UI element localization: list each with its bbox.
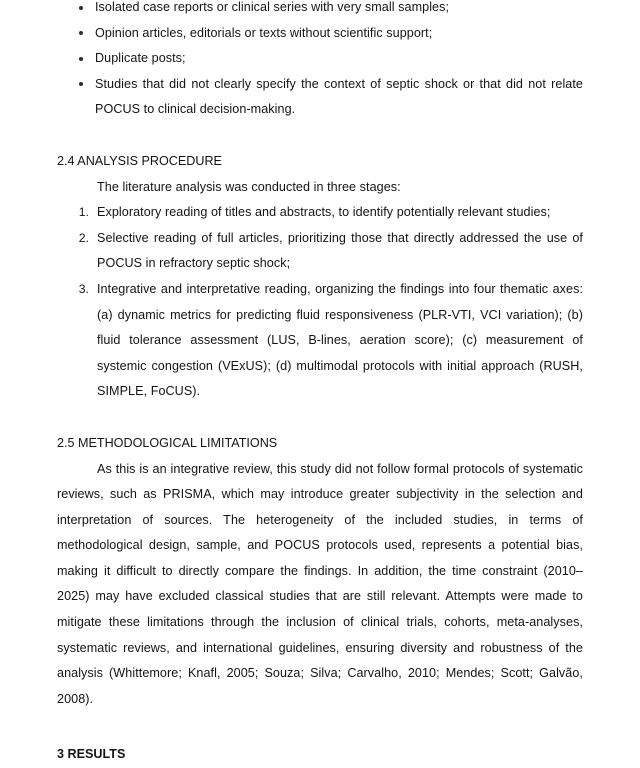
list-item-text: Integrative and interpretative reading, organizing the findings into four thematic axes:	[97, 281, 583, 296]
list-item-marker: 3.	[78, 281, 89, 296]
list-item-text: Selective reading of full articles, prioritizing those that directly addressed the use of POCUS in refractory septic shock;	[97, 230, 583, 271]
list-item-marker: 1.	[78, 205, 89, 220]
section-2-5-paragraph: As this is an integrative review, this study did not follow formal protocols of systematic reviews, such as PRISMA, which may introduce greater subjectivity in the selection and interpretation of sources. The heterogeneity of the included studies, in terms of methodological design, sample, and POCUS protocols used, represents a potential bias, making it difficult to directly compare the findings. In addition, the time constraint (2010–2025) may have excluded classical studies that are still relevant. Attempts were made to mitigate these limitations through the inclusion of clinical trials, cohorts, meta-analyses, systematic reviews, and international guidelines, ensuring diversity and robustness of the analysis (Whittemore; Knafl, 2005; Souza; Silva; Carvalho, 2010; Mendes; Scott; Galvão, 2008).	[57, 461, 583, 706]
list-item	[57, 277, 583, 405]
list-item-text: Isolated case reports or clinical series with very small samples;	[95, 0, 450, 14]
exclusion-criteria-list	[57, 0, 583, 123]
list-item	[57, 200, 583, 226]
list-item-text: Duplicate posts;	[95, 51, 186, 66]
section-heading-2-4: 2.4 ANALYSIS PROCEDURE	[57, 153, 222, 168]
spacer	[57, 712, 583, 742]
section-heading-3: 3 RESULTS	[57, 747, 126, 762]
list-item	[57, 0, 583, 21]
bullet-icon	[79, 57, 83, 61]
list-item-text: Opinion articles, editorials or texts without scientific support;	[95, 25, 433, 40]
section-heading-2-5: 2.5 METHODOLOGICAL LIMITATIONS	[57, 435, 278, 450]
bullet-icon	[79, 82, 83, 86]
analysis-stages-list	[57, 200, 583, 405]
section-2-4-intro: The literature analysis was conducted in three stages:	[97, 179, 401, 194]
spacer	[57, 123, 583, 149]
list-item	[57, 21, 583, 47]
list-item-subtext: (a) dynamic metrics for predicting fluid responsiveness (PLR-VTI, VCI variation); (b) fluid tolerance assessment (LUS, B-lines, aeration score); (c) measurement of systemic congestion (VExUS); (d) multimodal protocols with initial approach (RUSH, SIMPLE, FoCUS).	[97, 307, 583, 399]
list-item-text: Exploratory reading of titles and abstracts, to identify potentially relevant studies;	[97, 205, 551, 220]
list-item-text: Studies that did not clearly specify the context of septic shock or that did not relate POCUS to clinical decision-making.	[95, 76, 583, 117]
bullet-icon	[79, 6, 83, 10]
list-item	[57, 46, 583, 72]
list-item-marker: 2.	[78, 230, 89, 245]
list-item	[57, 226, 583, 277]
bullet-icon	[79, 31, 83, 35]
spacer	[57, 405, 583, 431]
list-item	[57, 72, 583, 123]
